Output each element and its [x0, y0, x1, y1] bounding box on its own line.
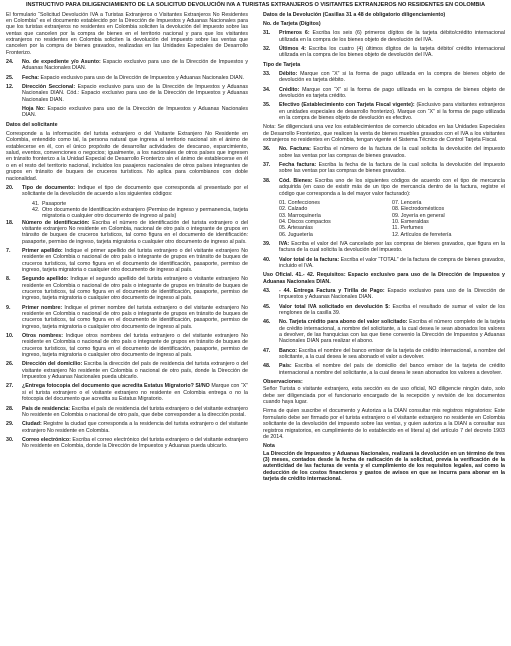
item-description: Marque con “X” si la forma de pago utilizada en la compra de bienes objeto de devolución es tarjeta débito. [279, 71, 505, 84]
office-fields-list [6, 59, 248, 119]
item-label: No. Tarjeta crédito para abono del valor solicitado: [279, 319, 408, 326]
instruction-item [6, 75, 248, 81]
item-label: Primer apellido: [22, 247, 63, 254]
item-number: 46. [263, 319, 271, 326]
item-description: Espacio exclusivo para uso de la Dirección de Impuestos y Aduanas Nacionales DIAN. [22, 59, 248, 72]
item-number: 9. [6, 304, 11, 311]
instruction-item [6, 106, 248, 119]
item-label: Efectivo (Establecimiento con Tarjeta Fiscal vigente): [279, 102, 415, 109]
goods-code: 12. Artículos de ferretería [392, 231, 452, 238]
item-label: País: [279, 363, 292, 370]
item-label: IVA: [279, 240, 290, 247]
item-description: Marque con “X” si el turista extranjero o el visitante extranjero no residente en Colombia entrega o no la fotocopia del documento que acredita su Estatus Migratorio. [22, 383, 248, 403]
goods-code: 11. Perfumes [392, 225, 424, 232]
item-text [279, 30, 505, 43]
item-text [22, 406, 248, 419]
item-number: 34. [263, 86, 271, 93]
observations-text: Señor Turista o visitante extranjero, esta sección es de uso oficial, NO diligencie ningún dato, solo debe ser diligenciada por el funcionario encargado de la recepción y revisión de los documentos cuando haya lugar. [263, 386, 505, 406]
item-text [22, 248, 248, 273]
item-label: Valor total de la factura: [279, 256, 340, 263]
item-number: 26. [6, 361, 14, 368]
card-digits-list [263, 30, 505, 58]
item-number: 35. [263, 102, 271, 109]
item-number: 25. [6, 74, 14, 81]
item-number: 36. [263, 146, 271, 153]
instruction-item [263, 146, 505, 159]
item-description: Indique el primer nombre del turista extranjero o del visitante extranjero No residente en Colombia o nacional de otro país o integrante de grupos en tránsito de buques de cruceros turísticos, tal como figura en el documento de identificación, pasaporte, permiso de ingreso, tarjeta migratoria o cualquier otro documento de ingreso al país. [22, 304, 248, 330]
item-label: Ciudad: [22, 421, 42, 428]
note-heading: Nota [263, 443, 275, 450]
item-label: Banco: [279, 347, 297, 354]
item-number: 45. [263, 303, 271, 310]
item-label: Segundo apellido: [22, 276, 69, 283]
item-number: 12. [6, 84, 14, 91]
item-label: Hoja No: [22, 106, 45, 113]
item-description: Escriba el número de la factura de la cual solicita la devolución del impuesto sobre las ventas por las compras de bienes gravados. [279, 146, 505, 159]
item-description: Escriba uno de los siguientes códigos de acuerdo con el tipo de mercancía adquirida (en caso de existir más de un tipo de mercancía dentro de la factura, registre el código que corresponda a la del mayor valor facturado): [279, 177, 505, 197]
goods-code: 07. Lencería [392, 199, 422, 206]
instruction-item [263, 319, 505, 344]
item-number: 8. [6, 276, 11, 283]
item-number: 39. [263, 240, 271, 247]
item-number: 47. [263, 347, 271, 354]
official-use-requirements: Uso Oficial. 41.- 42. Requisitos: Espacio exclusivo para uso de la Dirección de Impuestos y Aduanas Nacionales DIAN. [263, 272, 505, 285]
item-description: Espacio exclusivo para uso de la Dirección de Impuestos y Aduanas Nacionales DIAN. [39, 74, 244, 81]
card-type-heading: Tipo de Tarjeta [263, 61, 301, 68]
item-number: 10. [6, 333, 14, 340]
item-text [279, 288, 505, 301]
item-text [279, 304, 505, 317]
goods-code: 01. Confecciones [279, 199, 320, 206]
item-label: Fecha: [22, 74, 40, 81]
refund-section-heading: Datos de la Devolución (Casillas 31 a 48 de obligatorio diligenciamiento) [263, 11, 446, 18]
card-digits-heading: No. de Tarjeta (Dígitos) [263, 20, 321, 27]
left-column [6, 12, 248, 486]
invoice-list [263, 146, 505, 196]
item-text [22, 185, 248, 198]
code-number: 42. [32, 206, 40, 213]
item-description: Escriba los cuatro (4) últimos dígitos de la tarjeta débito/ crédito internacional utilizada en la compra de los bienes objeto de devolución del IVA. [279, 45, 506, 59]
item-label: Otros nombres: [22, 333, 64, 340]
goods-code: 05. Artesanías [279, 225, 313, 232]
item-description: Escriba el valor “TOTAL” de la factura de compra de bienes gravados, incluido el IVA. [279, 256, 505, 269]
goods-code: 10. Esmeraldas [392, 218, 429, 225]
instruction-item [263, 363, 505, 376]
final-note: La Dirección de Impuestos y Aduanas Nacionales, realizará la devolución en un término de tres (3) meses, contados desde la fecha de radicación de la solicitud, previa la verificación de la autenticidad de las facturas de venta y el cumplimiento de los requisitos legales, así como la deducción de los costos financieros y gastos de avisos en que se incurra para abonar en la tarjeta de crédito internacional. [263, 450, 505, 482]
item-description: Marque con “X” si la forma de pago utilizada en la compra de bienes objeto de devolución es tarjeta crédito. [279, 86, 505, 100]
item-label: - 44. Entrega Factura y Tirilla de Pago: [279, 287, 385, 294]
item-number: 7. [6, 247, 11, 254]
item-text [22, 305, 248, 330]
item-text [279, 146, 505, 159]
item-label: No. de expediente y/o Asunto: [22, 59, 101, 65]
item-number: 29. [6, 421, 14, 428]
item-text [279, 178, 505, 197]
item-number: 31. [263, 30, 271, 37]
item-text [279, 348, 505, 361]
item-label: Valor total IVA solicitado en devolución $: [279, 303, 390, 310]
goods-code: 03. Marroquinería [279, 212, 321, 219]
document-codes [22, 201, 248, 220]
item-number: 24. [6, 59, 14, 65]
instruction-item [6, 276, 248, 301]
item-label: Primer nombre: [22, 304, 63, 311]
instruction-item [263, 348, 505, 361]
item-text [22, 437, 248, 450]
applicant-section-heading: Datos del solicitante [6, 121, 58, 128]
item-label: No. Factura: [279, 146, 311, 153]
instruction-item [263, 178, 505, 197]
item-number: 48. [263, 363, 271, 370]
item-label: Cód. Bienes: [279, 177, 313, 184]
item-description: Escriba la fecha de la factura de la cual solicita la devolución del impuesto sobre las ventas por las compras de bienes gravados. [279, 162, 505, 175]
item-text [279, 241, 505, 254]
cash-note: Nota: Se diligenciará una vez los establecimientos de comercio ubicados en las Unidades Especiales de Desarrollo Fronterizo, que realicen la venta de bienes muebles gravados con el IVA a los visitantes extranjeros no residentes en Colombia, tengan vigente el Sistema Técnico de Control Tarjeta Fiscal. [263, 124, 505, 144]
item-description: Espacio exclusivo para uso de la Dirección de Impuestos y Aduanas Nacionales DIAN. Cód.: Espacio exclusivo para uso de la Dirección de Impuestos y Aduanas Nacionales DIAN. [22, 84, 248, 103]
item-description: Indique otros nombres del turista extranjero o del visitante extranjero No residente en Colombia o nacional de otro país o integrante de grupos en tránsito de buques de cruceros turísticos, tal como figura en el documento de identificación, pasaporte, permiso de ingreso, tarjeta migratoria o cualquier otro documento de ingreso al país. [22, 333, 248, 359]
item-text [279, 319, 505, 344]
item-number: 20. [6, 184, 14, 191]
item-label: Débito: [279, 71, 298, 77]
columns [6, 12, 505, 486]
item-text [22, 383, 248, 402]
item-number: 27. [6, 383, 14, 390]
item-text [22, 421, 248, 434]
instruction-item [263, 288, 505, 301]
applicant-fields-list [6, 220, 248, 450]
item-number: 38. [263, 177, 271, 184]
instruction-item [6, 361, 248, 380]
item-description: Escriba el nombre del país de domicilio del banco emisor de la tarjeta de crédito internacional a nombre del solicitante, a la cual desea le sean abonados los valores a devolver. [279, 363, 505, 376]
item-label: Primeros 6: [279, 30, 310, 37]
item-text [22, 75, 248, 81]
item-number: 33. [263, 71, 271, 77]
item-number: 18. [6, 219, 14, 226]
tax-value-list [263, 241, 505, 269]
instruction-item [6, 406, 248, 419]
item-number [6, 106, 22, 119]
instruction-item [263, 87, 505, 100]
item-number: 40. [263, 256, 271, 263]
item-description: Registre la ciudad que corresponda a la residencia del turista extranjero o del visitante extranjero No residente en Colombia. [22, 421, 248, 434]
goods-code: 09. Joyería en general [392, 212, 445, 219]
item-text [279, 162, 505, 175]
instruction-item [6, 248, 248, 273]
page-title: INSTRUCTIVO PARA DILIGENCIAMIENTO DE LA SOLICITUD DEVOLUCIÓN IVA A TURISTAS EXTRANJEROS O VISITANTES EXTRANJEROS NO RESIDENTES EN COLOMBIA [25, 2, 486, 8]
item-description: Escriba el correo electrónico del turista extranjero o del visitante extranjero No residente en Colombia, donde la Dirección de Impuestos y Aduanas pueda ubicarlo. [22, 436, 248, 450]
instruction-item [6, 437, 248, 450]
item-description: Indique el segundo apellido del turista extranjero o visitante extranjero No residente en Colombia o nacional de otro país o integrante de grupos en tránsito de buques de cruceros turísticos, tal como figura en el documento de identificación, pasaporte, permiso de ingreso, tarjeta migratoria o cualquier otro documento de ingreso al país. [22, 276, 249, 302]
item-text [279, 46, 505, 59]
item-description: Escriba el país de residencia del turista extranjero o del visitante extranjero No residente en Colombia o nacional de otro país, que debe corresponder a la dirección postal. [22, 405, 248, 418]
goods-code: 08. Electrodomésticos [392, 206, 445, 213]
item-label: País de residencia: [22, 405, 71, 412]
item-number: 28. [6, 405, 14, 412]
item-text [22, 106, 248, 119]
item-label: Dirección del domicilio: [22, 361, 83, 368]
item-description: Escriba el número completo de la tarjeta de crédito internacional, a nombre del solicitante, a la cual desea le sean abonados los valores a devolver, de las franquicias con las que tiene convenio la Dirección de Impuestos y Aduanas Nacionales DIAN para realizar el abono. [279, 319, 505, 345]
item-number: 32. [263, 45, 271, 52]
item-label: Fecha factura: [279, 162, 317, 169]
instruction-item [6, 220, 248, 245]
item-description: Espacio exclusivo para uso de la Dirección de Impuestos y Aduanas Nacionales DIAN. [22, 106, 248, 119]
item-text [22, 220, 248, 245]
goods-code: 04. Discos compactos [279, 218, 331, 225]
goods-codes-right [392, 200, 505, 238]
item-description: Escriba el número de identificación del turista extranjero o del visitante extranjero No residente en Colombia, nacional de otro país o integrante de grupos en tránsito de buques de cruceros turísticos, tal como figura en el documento de identificación: pasaporte, permiso de ingreso, tarjeta migratoria o cualquier otro documento de ingreso al país. [22, 219, 248, 245]
item-text [22, 84, 248, 103]
item-label: Correo electrónico: [22, 436, 71, 443]
code-text: Otro documento de Identificación extranjero (Permiso de ingreso y permanencia, tarjeta migratoria o cualquier otro documento de ingreso al país) [42, 206, 248, 220]
code-text: Pasaporte [42, 200, 67, 207]
item-description: Escriba la dirección del país de residencia del turista extranjero o del visitante extranjero No residente en Colombia o nacional de otro país, donde la Dirección de Impuestos y Aduanas Nacionales pueda ubicarlo. [22, 361, 249, 381]
right-column [263, 12, 505, 486]
document-code-item [32, 207, 248, 220]
item-text [22, 276, 248, 301]
item-label: Tipo de documento: [22, 184, 76, 191]
payment-list [263, 288, 505, 376]
instruction-item [263, 257, 505, 270]
item-label: ¿Entrega fotocopia del documento que acredita Estatus Migratorio? SI/NO [22, 383, 210, 390]
item-text [279, 71, 505, 84]
instruction-item [263, 30, 505, 43]
item-text [279, 87, 505, 100]
item-description: Escriba el nombre del banco emisor de la tarjeta de crédito internacional, a nombre del solicitante, a la cual desea le sea abonado el valor a devolver. [279, 347, 505, 361]
instruction-item [263, 241, 505, 254]
item-description: Indique el tipo de documento que corresponda al presentado por el solicitante de la devolución de acuerdo a los siguientes códigos: [22, 184, 248, 198]
card-type-list [263, 71, 505, 121]
item-text [22, 59, 248, 72]
instruction-item [6, 333, 248, 358]
item-text [22, 333, 248, 358]
instruction-item [6, 305, 248, 330]
applicant-intro: Corresponde a la información del turista extranjero o del Visitante Extranjero No Residente en Colombia, entendido como tal, la persona natural que ingresa al territorio nacional sin el ánimo de establecerse en él, con el único propósito de desarrollar actividades de descanso, esparcimiento, salud, eventos, convenciones o negocios; igualmente, a los nacionales de otros países que ingresen en tránsito fronterizo a la Unidad Especial de Desarrollo Fronterizo sin el ánimo de establecerse en él o en el resto del territorio nacional, incluidos los pasajeros nacionales de otros países integrantes de grupos en tránsito de buques de cruceros turísticos. No aplica para colombianos con doble nacionalidad. [6, 131, 248, 182]
item-description: Espacio exclusivo para uso de la Dirección de Impuestos y Aduanas Nacionales DIAN. [279, 287, 505, 301]
goods-code: 06. Juguetería [279, 231, 313, 238]
item-text [279, 102, 505, 121]
item-text [279, 363, 505, 376]
signature-text: Firma de quien suscribe el documento y Autoriza a la DIAN consultar mis registros migratorios: Este formulario debe ser firmado por el turista extranjero o el visitante extranjero no residente en Colombia solicitante de la devolución del impuesto sobre las ventas, y quien autoriza a la DIAN a consultar sus registros migratorios, en cumplimiento de lo establecido en el literal a) del artículo 7 del decreto 1903 de 2014. [263, 408, 505, 440]
observations-heading: Observaciones: [263, 379, 303, 386]
goods-codes-left [279, 200, 392, 238]
item-text [22, 361, 248, 380]
item-description: Escriba los seis (6) primeros dígitos de la tarjeta débito/crédito internacional utilizada en la compra de los bienes objeto de devolución del IVA. [279, 30, 505, 43]
item-number: 37. [263, 162, 271, 169]
instruction-item [263, 162, 505, 175]
instruction-item [263, 71, 505, 84]
item-description: Escriba el resultado de sumar el valor de los renglones de la casilla 39. [279, 303, 506, 316]
instruction-item [6, 185, 248, 198]
instruction-item [6, 59, 248, 72]
item-label: Dirección Seccional: [22, 84, 76, 91]
item-number: 43. [263, 287, 271, 294]
item-description: (Exclusivo para visitantes extranjeros en unidades especiales de desarrollo fronterizo). Marque con “X” si la forma de pago utilizada en la compra de bienes objeto de devolución es efectivo. [279, 102, 505, 122]
instruction-item [263, 102, 505, 121]
item-text [279, 257, 505, 270]
item-description: Indique el primer apellido del turista extranjero o del visitante extranjero No residente en Colombia o nacional de otro país o integrante de grupos en tránsito de buques de cruceros turísticos, tal como figura en el documento de identificación, pasaporte, permiso de ingreso, tarjeta migratoria o cualquier otro documento de ingreso al país. [22, 247, 248, 273]
item-label: Número de identificación: [22, 219, 90, 226]
item-label: Últimos 4: [279, 45, 307, 52]
instruction-item [6, 84, 248, 103]
item-number: 30. [6, 436, 14, 443]
instruction-item [6, 421, 248, 434]
goods-code: 02. Calzado [279, 206, 308, 213]
item-label: Crédito: [279, 86, 300, 93]
instruction-item [263, 304, 505, 317]
intro-paragraph: El formulario “Solicitud Devolución IVA a Turistas Extranjeros o Visitantes Extranjeros No Residentes en Colombia” es el documento establecido por la Dirección de Impuestos y Aduanas Nacionales para que los turistas extranjeros no residentes en Colombia soliciten la devolución del impuesto sobre las ventas que cancelen por la compra de bienes en el territorio nacional y para que los visitantes extranjeros no residentes en Colombia soliciten la devolución del impuesto sobre las ventas que cancelen por la compra de bienes gravados, realizadas en las Unidades Especiales de Desarrollo Fronterizo. [6, 11, 248, 56]
instruction-item [6, 383, 248, 402]
code-number: 41. [32, 200, 40, 207]
instruction-item [263, 46, 505, 59]
item-description: Escriba el valor del IVA cancelado por las compras de bienes gravados, que figura en la factura de la cual solicita la devolución del impuesto. [279, 240, 505, 254]
goods-codes-grid [279, 200, 505, 238]
